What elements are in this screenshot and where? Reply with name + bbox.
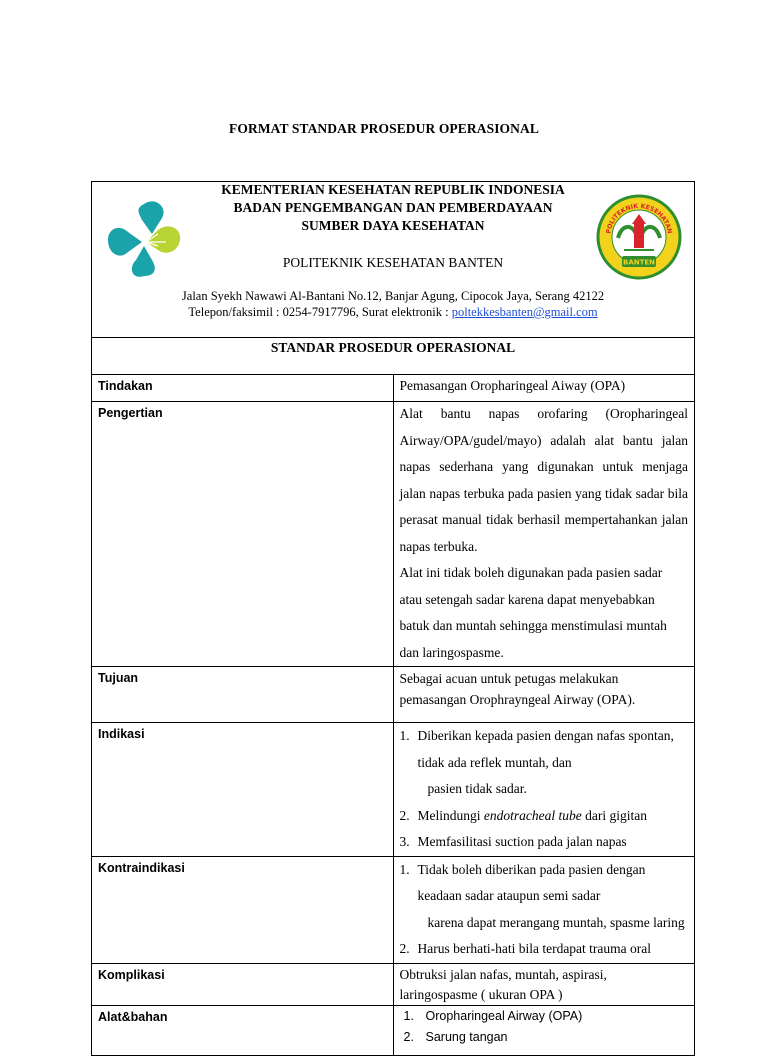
sop-table	[91, 181, 695, 1056]
row-label-tindakan: Tindakan	[92, 375, 394, 402]
row-value-alat	[393, 1005, 695, 1055]
row-label-komplikasi: Komplikasi	[92, 963, 394, 1005]
contact-line	[92, 305, 694, 320]
row-label-pengertian: Pengertian	[92, 402, 394, 667]
indikasi-item-1a: Diberikan kepada pasien dengan nafas spontan, tidak ada reflek muntah, dan	[417, 728, 674, 770]
list-item	[400, 910, 689, 937]
letterhead	[92, 182, 695, 338]
row-label-kontraindikasi: Kontraindikasi	[92, 856, 394, 963]
seal-top-text: POLITEKNIK KESEHATAN	[605, 202, 673, 235]
row-value-komplikasi: Obtruksi jalan nafas, muntah, aspirasi, laringospasme ( ukuran OPA )	[393, 963, 695, 1005]
indikasi-item-3: Memfasilitasi suction pada jalan napas	[417, 834, 627, 849]
ministry-line: KEMENTERIAN KESEHATAN REPUBLIK INDONESIA	[221, 182, 565, 197]
table-row	[92, 963, 695, 1005]
alat-item-2: Sarung tangan	[425, 1029, 508, 1044]
row-value-pengertian	[393, 402, 695, 667]
list-item	[400, 936, 689, 963]
seal-bottom-text: BANTEN	[622, 258, 656, 267]
email-link[interactable]: poltekkesbanten@gmail.com	[451, 305, 598, 319]
indikasi-item-1b: pasien tidak sadar.	[427, 781, 527, 796]
list-number: 1.	[399, 728, 410, 743]
indikasi-item-2-em: endotracheal tube	[483, 807, 582, 823]
row-value-tindakan: Pemasangan Oropharingeal Aiway (OPA)	[393, 375, 695, 402]
table-row	[92, 402, 695, 667]
sop-heading: STANDAR PROSEDUR OPERASIONAL	[92, 338, 695, 375]
alat-item-1: Oropharingeal Airway (OPA)	[425, 1008, 583, 1023]
list-item	[400, 829, 689, 856]
document-title: FORMAT STANDAR PROSEDUR OPERASIONAL	[229, 121, 539, 136]
contact-text: Telepon/faksimil : 0254-7917796, Surat elektronik :	[188, 305, 452, 319]
table-row	[92, 723, 695, 857]
list-number: 2.	[403, 1029, 414, 1044]
list-number: 2.	[399, 941, 410, 956]
row-value-kontraindikasi	[393, 856, 695, 963]
row-label-indikasi: Indikasi	[92, 723, 394, 857]
kontraindikasi-item-1a: Tidak boleh diberikan pada pasien dengan keadaan sadar ataupun semi sadar	[417, 861, 646, 903]
row-value-indikasi	[393, 723, 695, 857]
indikasi-item-2-pre: Melindungi	[417, 807, 484, 823]
table-row	[92, 667, 695, 723]
pengertian-paragraph-1: Alat bantu napas orofaring (Oropharingeal Airway/OPA/gudel/mayo) adalah alat bantu jalan napas sederhana yang digunakan untuk menjaga jalan napas terbuka pada pasien yang tidak sadar bila perasat manual tidak berhasil mempertahankan jalan napas terbuka.	[399, 406, 688, 554]
list-item	[400, 857, 689, 910]
agency-line: BADAN PENGEMBANGAN DAN PEMBERDAYAAN	[233, 200, 553, 215]
poltekkes-seal-icon	[596, 194, 682, 280]
list-number: 3.	[399, 834, 410, 849]
agency-subline: SUMBER DAYA KESEHATAN	[301, 218, 485, 233]
row-value-tujuan: Sebagai acuan untuk petugas melakukan pemasangan Orophrayngeal Airway (OPA).	[393, 667, 695, 723]
kontraindikasi-item-2: Harus berhati-hati bila terdapat trauma oral	[417, 941, 652, 956]
list-item	[400, 1027, 689, 1048]
list-number: 1.	[403, 1008, 414, 1023]
table-row	[92, 375, 695, 402]
list-item	[400, 776, 689, 803]
list-item	[400, 723, 689, 776]
row-label-alat: Alat&bahan	[92, 1005, 394, 1055]
list-item	[400, 1006, 689, 1027]
row-label-tujuan: Tujuan	[92, 667, 394, 723]
table-row	[92, 1005, 695, 1055]
pengertian-paragraph-2: Alat ini tidak boleh digunakan pada pasien sadar atau setengah sadar karena dapat menyebabkan batuk dan muntah sehingga menstimulasi muntah dan laringospasme.	[399, 565, 667, 660]
list-number: 1.	[399, 861, 410, 877]
table-row	[92, 856, 695, 963]
kontraindikasi-item-1b: karena dapat merangang muntah, spasme laring	[427, 914, 685, 930]
list-item	[400, 803, 689, 830]
address-line: Jalan Syekh Nawawi Al-Bantani No.12, Banjar Agung, Cipocok Jaya, Serang 42122	[181, 289, 605, 303]
list-number: 2.	[399, 807, 410, 823]
indikasi-item-2-post: dari gigitan	[581, 807, 647, 823]
institution-name: POLITEKNIK KESEHATAN BANTEN	[282, 255, 504, 270]
